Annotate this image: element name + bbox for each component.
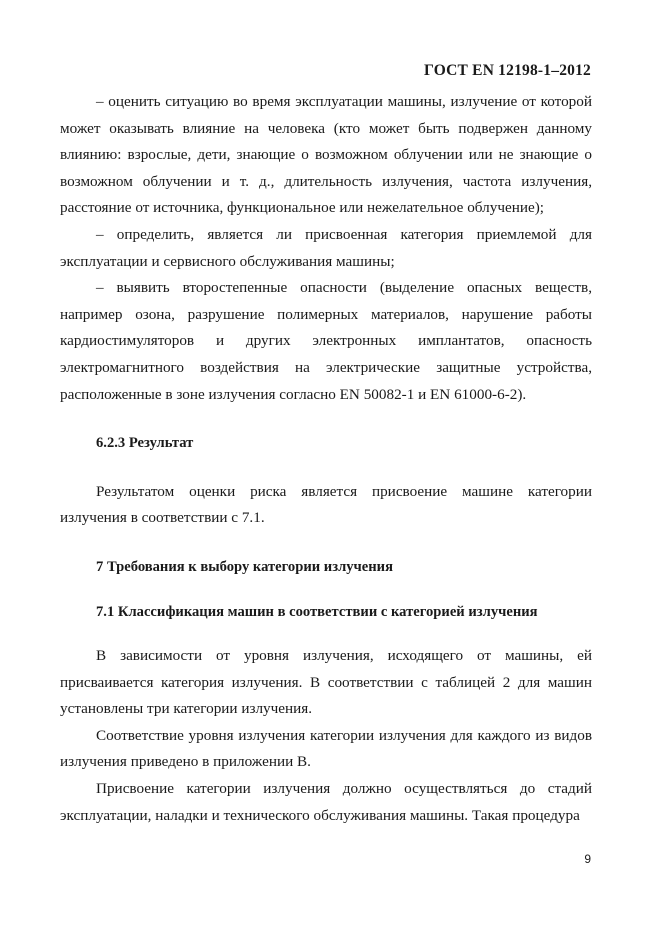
bullet-determine-category: – определить, является ли присвоенная категория приемлемой для эксплуатации и сервисного обслуживания машины; xyxy=(60,225,592,270)
paragraph-assignment: Присвоение категории излучения должно осуществляться до стадий эксплуатации, наладки и технического обслуживания машины. Такая процедура xyxy=(60,780,592,824)
document-body xyxy=(60,89,592,829)
paragraph-result: Результатом оценки риска является присвоение машине категории излучения в соответствии с 7.1. xyxy=(60,482,592,527)
section-heading-7: 7 Требования к выбору категории излучения xyxy=(96,558,393,575)
page-number: 9 xyxy=(584,852,591,866)
document-header: ГОСТ EN 12198-1–2012 xyxy=(424,62,591,79)
bullet-identify-hazards: – выявить второстепенные опасности (выделение опасных веществ, например озона, разрушение полимерных материалов, нарушение работы кардиостимуляторов и других электронных имплантатов, опасность электромагнитного воздействия на электрические защитные устройства, расположенные в зоне излучения согласно EN 50082-1 и EN 61000-6-2). xyxy=(60,279,592,403)
paragraph-correspondence: Соответствие уровня излучения категории излучения для каждого из видов излучения приведено в приложении В. xyxy=(60,726,592,771)
bullet-assess-situation: – оценить ситуацию во время эксплуатации машины, излучение от которой может оказывать влияние на человека (кто может быть подвержен данному влиянию: взрослые, дети, знающие о возможном облучении или не знающие о возможном облучении и т. д., длительность излучения, частота излучения, расстояние от источника, функциональное или нежелательное облучение); xyxy=(60,93,592,217)
paragraph-categories: В зависимости от уровня излучения, исходящего от машины, ей присваивается категория излучения. В соответствии с таблицей 2 для машин установлены три категории излучения. xyxy=(60,647,592,718)
section-heading-7-1: 7.1 Классификация машин в соответствии с категорией излучения xyxy=(96,603,538,620)
section-heading-6-2-3: 6.2.3 Результат xyxy=(96,435,194,452)
